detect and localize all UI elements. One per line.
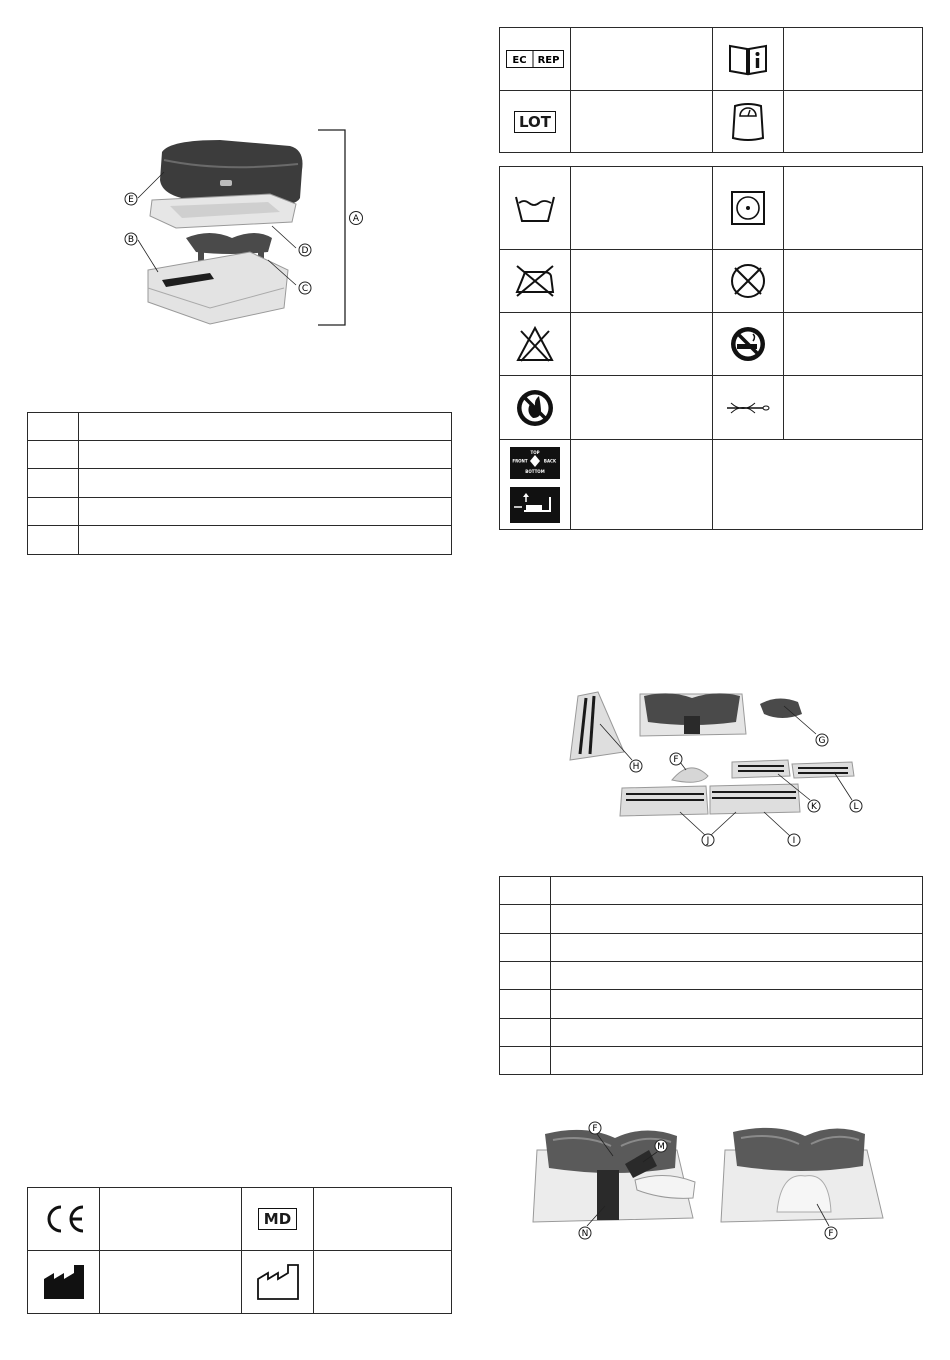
- table-cell: [500, 877, 551, 905]
- svg-text:N: N: [581, 1229, 589, 1239]
- no-smoking-icon: [729, 325, 767, 363]
- svg-text:E: E: [128, 195, 134, 205]
- component-table: [27, 412, 452, 555]
- table-cell: [551, 877, 923, 905]
- table-cell: [79, 526, 452, 555]
- ce-mark-icon: [42, 1204, 86, 1234]
- svg-text:FRONT: FRONT: [512, 458, 528, 463]
- table-cell: [500, 905, 551, 934]
- no-dry-clean-icon: [729, 262, 767, 300]
- table-cell: [713, 440, 923, 530]
- instructions-info-icon: [728, 42, 768, 76]
- figure-cushion-exploded: [100, 120, 390, 335]
- table-cell: [784, 167, 923, 250]
- wash-40-icon: [514, 193, 556, 223]
- ec-text: EC: [512, 55, 527, 66]
- table-cell: [571, 313, 713, 376]
- table-cell: [551, 934, 923, 962]
- table-cell: [784, 376, 923, 440]
- ec-rep-icon: [506, 50, 564, 68]
- table-cell: [784, 313, 923, 376]
- table-cell: [79, 498, 452, 526]
- svg-text:H: H: [632, 762, 640, 772]
- symbols-table-bottom: [27, 1187, 452, 1314]
- svg-text:BOTTOM: BOTTOM: [525, 468, 545, 474]
- table-cell: [551, 962, 923, 990]
- table-cell: [551, 1047, 923, 1075]
- md-icon: MD: [258, 1208, 297, 1230]
- table-cell: [79, 413, 452, 441]
- table-cell: [571, 91, 713, 153]
- table-cell: [500, 990, 551, 1019]
- no-open-flame-icon: [515, 388, 555, 428]
- table-cell: [79, 469, 452, 498]
- rep-text: REP: [537, 55, 560, 66]
- table-cell: [551, 905, 923, 934]
- no-iron-icon: [513, 264, 557, 298]
- table-cell: [314, 1251, 452, 1314]
- table-cell: [784, 28, 923, 91]
- svg-text:B: B: [127, 235, 135, 245]
- table-cell: [28, 526, 79, 555]
- table-cell: [79, 441, 452, 469]
- svg-text:A: A: [352, 214, 360, 224]
- table-cell: [500, 1019, 551, 1047]
- table-cell: [28, 413, 79, 441]
- table-cell: [571, 250, 713, 313]
- figure-accessories: [560, 688, 870, 853]
- symbols-table-top: [499, 27, 923, 153]
- svg-text:F: F: [828, 1229, 834, 1239]
- svg-text:D: D: [301, 246, 309, 256]
- svg-text:F: F: [592, 1124, 598, 1134]
- svg-text:TOP: TOP: [530, 449, 540, 455]
- table-cell: [28, 469, 79, 498]
- table-cell: [551, 1019, 923, 1047]
- svg-text:M: M: [657, 1142, 665, 1152]
- care-symbols-table: [499, 166, 923, 530]
- table-cell: [571, 28, 713, 91]
- orientation-label-icon: [510, 447, 560, 479]
- table-cell: [500, 962, 551, 990]
- table-cell: [571, 167, 713, 250]
- svg-text:F: F: [673, 755, 679, 765]
- manufacturer-icon: [42, 1263, 86, 1301]
- svg-text:BACK: BACK: [543, 458, 557, 463]
- table-cell: [100, 1188, 242, 1251]
- table-cell: [500, 1047, 551, 1075]
- svg-text:J: J: [706, 836, 710, 846]
- table-cell: [28, 441, 79, 469]
- needle-thread-icon: [725, 400, 771, 416]
- table-cell: [784, 91, 923, 153]
- table-cell: [500, 934, 551, 962]
- no-bleach-icon: [515, 325, 555, 363]
- table-cell: [100, 1251, 242, 1314]
- accessory-table: [499, 876, 923, 1075]
- svg-text:I: I: [792, 836, 796, 846]
- svg-text:G: G: [818, 736, 826, 746]
- table-cell: [28, 498, 79, 526]
- table-cell: [314, 1188, 452, 1251]
- svg-text:L: L: [853, 802, 859, 812]
- table-cell: [551, 990, 923, 1019]
- table-cell: [571, 376, 713, 440]
- positioning-label-icon: [510, 487, 560, 523]
- lot-icon: LOT: [514, 111, 556, 133]
- weight-scale-icon: [731, 102, 765, 142]
- figure-pommel-installation: [525, 1120, 895, 1245]
- table-cell: [571, 440, 713, 530]
- svg-text:C: C: [301, 284, 309, 294]
- tumble-dry-icon: [731, 191, 765, 225]
- svg-text:K: K: [811, 802, 817, 812]
- date-of-manufacture-icon: [256, 1263, 300, 1301]
- table-cell: [784, 250, 923, 313]
